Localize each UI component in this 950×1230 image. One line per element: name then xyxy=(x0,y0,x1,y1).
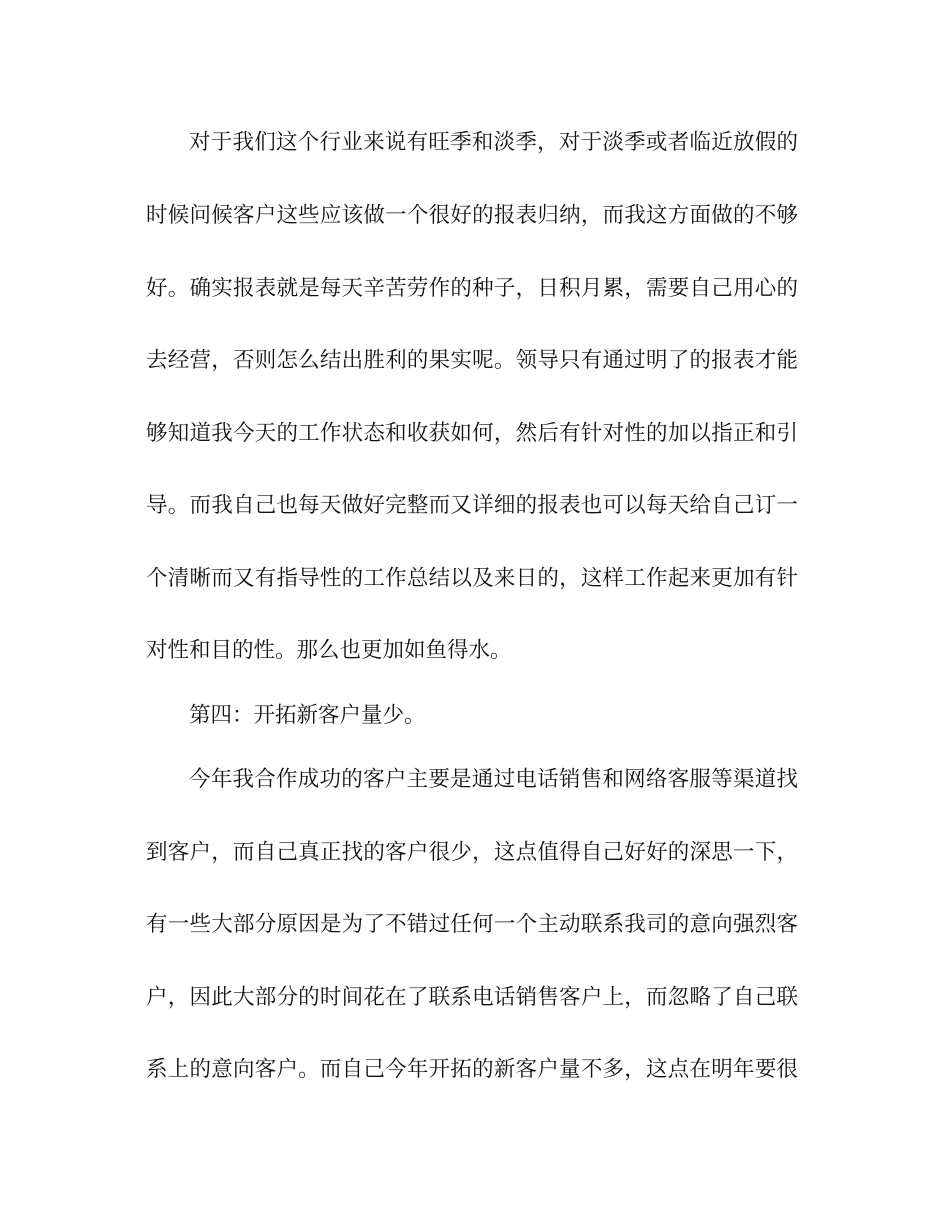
paragraph-2-line-4: 户，因此大部分的时间花在了联系电话销售客户上，而忽略了自己联 xyxy=(146,985,798,1010)
paragraph-2-line-3: 有一些大部分原因是为了不错过任何一个主动联系我司的意向强烈客 xyxy=(146,912,798,937)
paragraph-1-line-7: 个清晰而又有指导性的工作总结以及来日的，这样工作起来更加有针 xyxy=(146,566,798,591)
paragraph-1-line-4: 去经营，否则怎么结出胜利的果实呢。领导只有通过明了的报表才能 xyxy=(146,348,798,373)
paragraph-2-line-1: 今年我合作成功的客户主要是通过电话销售和网络客服等渠道找 xyxy=(189,767,798,792)
paragraph-1-line-8: 对性和目的性。那么也更加如鱼得水。 xyxy=(146,638,512,663)
paragraph-1-line-2: 时候问候客户这些应该做一个很好的报表归纳，而我这方面做的不够 xyxy=(146,203,798,228)
paragraph-1-line-3: 好。确实报表就是每天辛苦劳作的种子，日积月累，需要自己用心的 xyxy=(146,276,798,301)
paragraph-1-line-1: 对于我们这个行业来说有旺季和淡季，对于淡季或者临近放假的 xyxy=(189,130,798,155)
section-heading: 第四：开拓新客户量少。 xyxy=(189,703,426,728)
paragraph-2-line-5: 系上的意向客户。而自己今年开拓的新客户量不多，这点在明年要很 xyxy=(146,1057,798,1082)
paragraph-2-line-2: 到客户，而自己真正找的客户很少，这点值得自己好好的深思一下， xyxy=(146,840,798,865)
paragraph-1-line-6: 导。而我自己也每天做好完整而又详细的报表也可以每天给自己订一 xyxy=(146,493,798,518)
paragraph-1-line-5: 够知道我今天的工作状态和收获如何，然后有针对性的加以指正和引 xyxy=(146,421,798,446)
